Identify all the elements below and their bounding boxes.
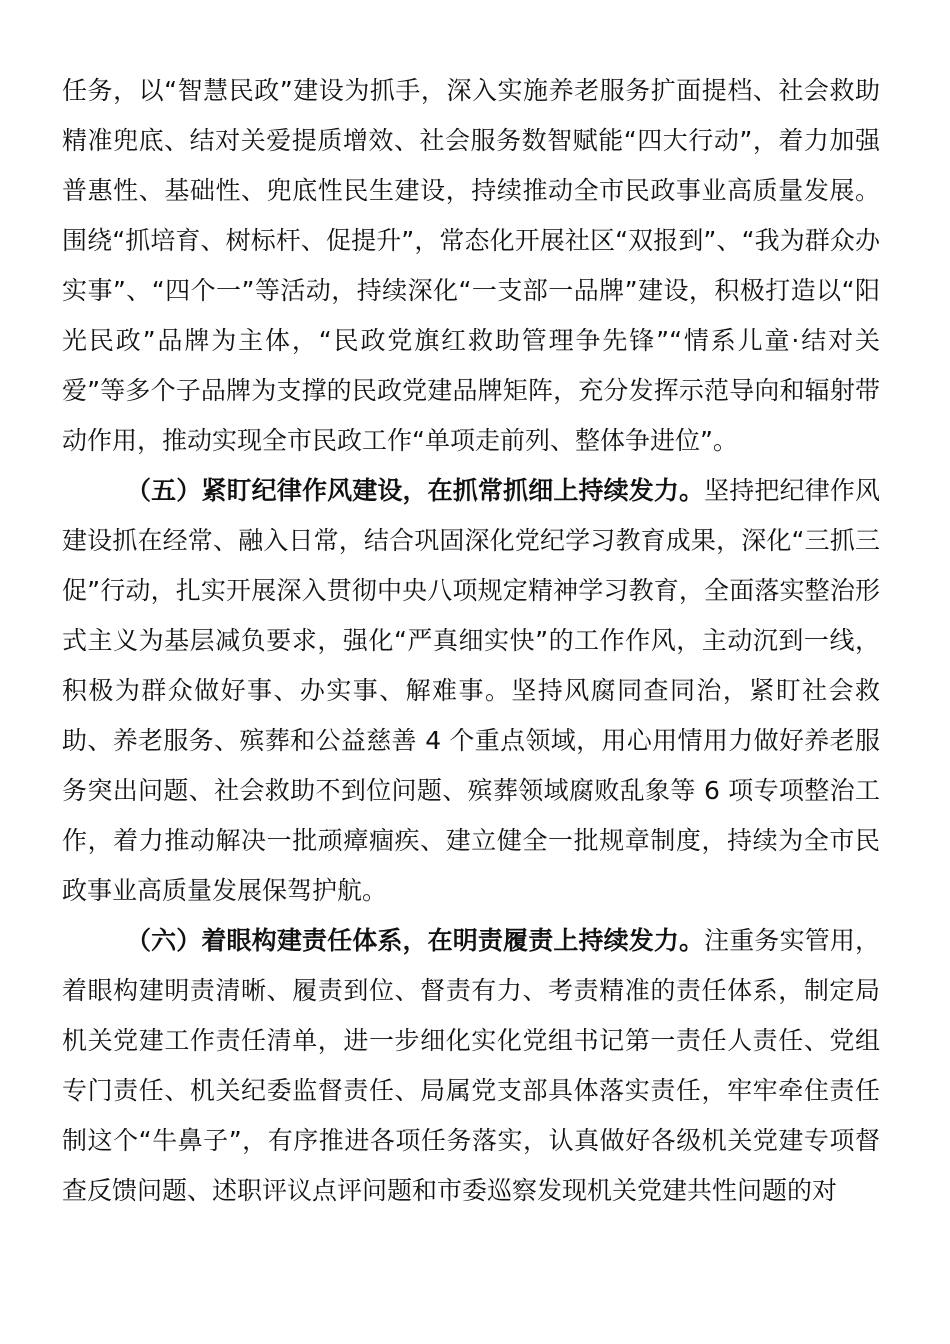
paragraph-text: 坚持把纪律作风建设抓在经常、融入日常，结合巩固深化党纪学习教育成果，深化“三抓三促”行动，扎实开展深入贯彻中央八项规定精神学习教育，全面落实整治形式主义为基层减负要求，强化“严真细实快”的工作作风，主动沉到一线，积极为群众做好事、办实事、解难事。坚持风腐同查同治，紧盯社会救助、养老服务、殡葬和公益慈善 4 个重点领域，用心用情用力做好养老服务突出问题、社会救助不到位问题、殡葬领域腐败乱象等 6 项专项整治工作，着力推动解决一批顽瘴痼疾、建立健全一批规章制度，持续为全市民政事业高质量发展保驾护航。 [62,476,880,905]
document-body [62,66,880,1216]
section-heading: （五）紧盯纪律作风建设，在抓常抓细上持续发力。 [126,476,705,505]
section-heading: （六）着眼构建责任体系，在明责履责上持续发力。 [126,926,705,955]
paragraph-continued [62,66,880,466]
paragraph-text: 注重务实管用，着眼构建明责清晰、履责到位、督责有力、考责精准的责任体系，制定局机关党建工作责任清单，进一步细化实化党组书记第一责任人责任、党组专门责任、机关纪委监督责任、局属党支部具体落实责任，牢牢牵住责任制这个“牛鼻子”，有序推进各项任务落实，认真做好各级机关党建专项督查反馈问题、述职评议点评问题和市委巡察发现机关党建共性问题的对 [62,926,880,1205]
paragraph-section-6 [62,916,880,1216]
paragraph-section-5 [62,466,880,916]
paragraph-text: 任务，以“智慧民政”建设为抓手，深入实施养老服务扩面提档、社会救助精准兜底、结对关爱提质增效、社会服务数智赋能“四大行动”，着力加强普惠性、基础性、兜底性民生建设，持续推动全市民政事业高质量发展。围绕“抓培育、树标杆、促提升”，常态化开展社区“双报到”、“我为群众办实事”、“四个一”等活动，持续深化“一支部一品牌”建设，积极打造以“阳光民政”品牌为主体，“民政党旗红救助管理争先锋”“情系儿童·结对关爱”等多个子品牌为支撑的民政党建品牌矩阵，充分发挥示范导向和辐射带动作用，推动实现全市民政工作“单项走前列、整体争进位”。 [62,76,880,455]
